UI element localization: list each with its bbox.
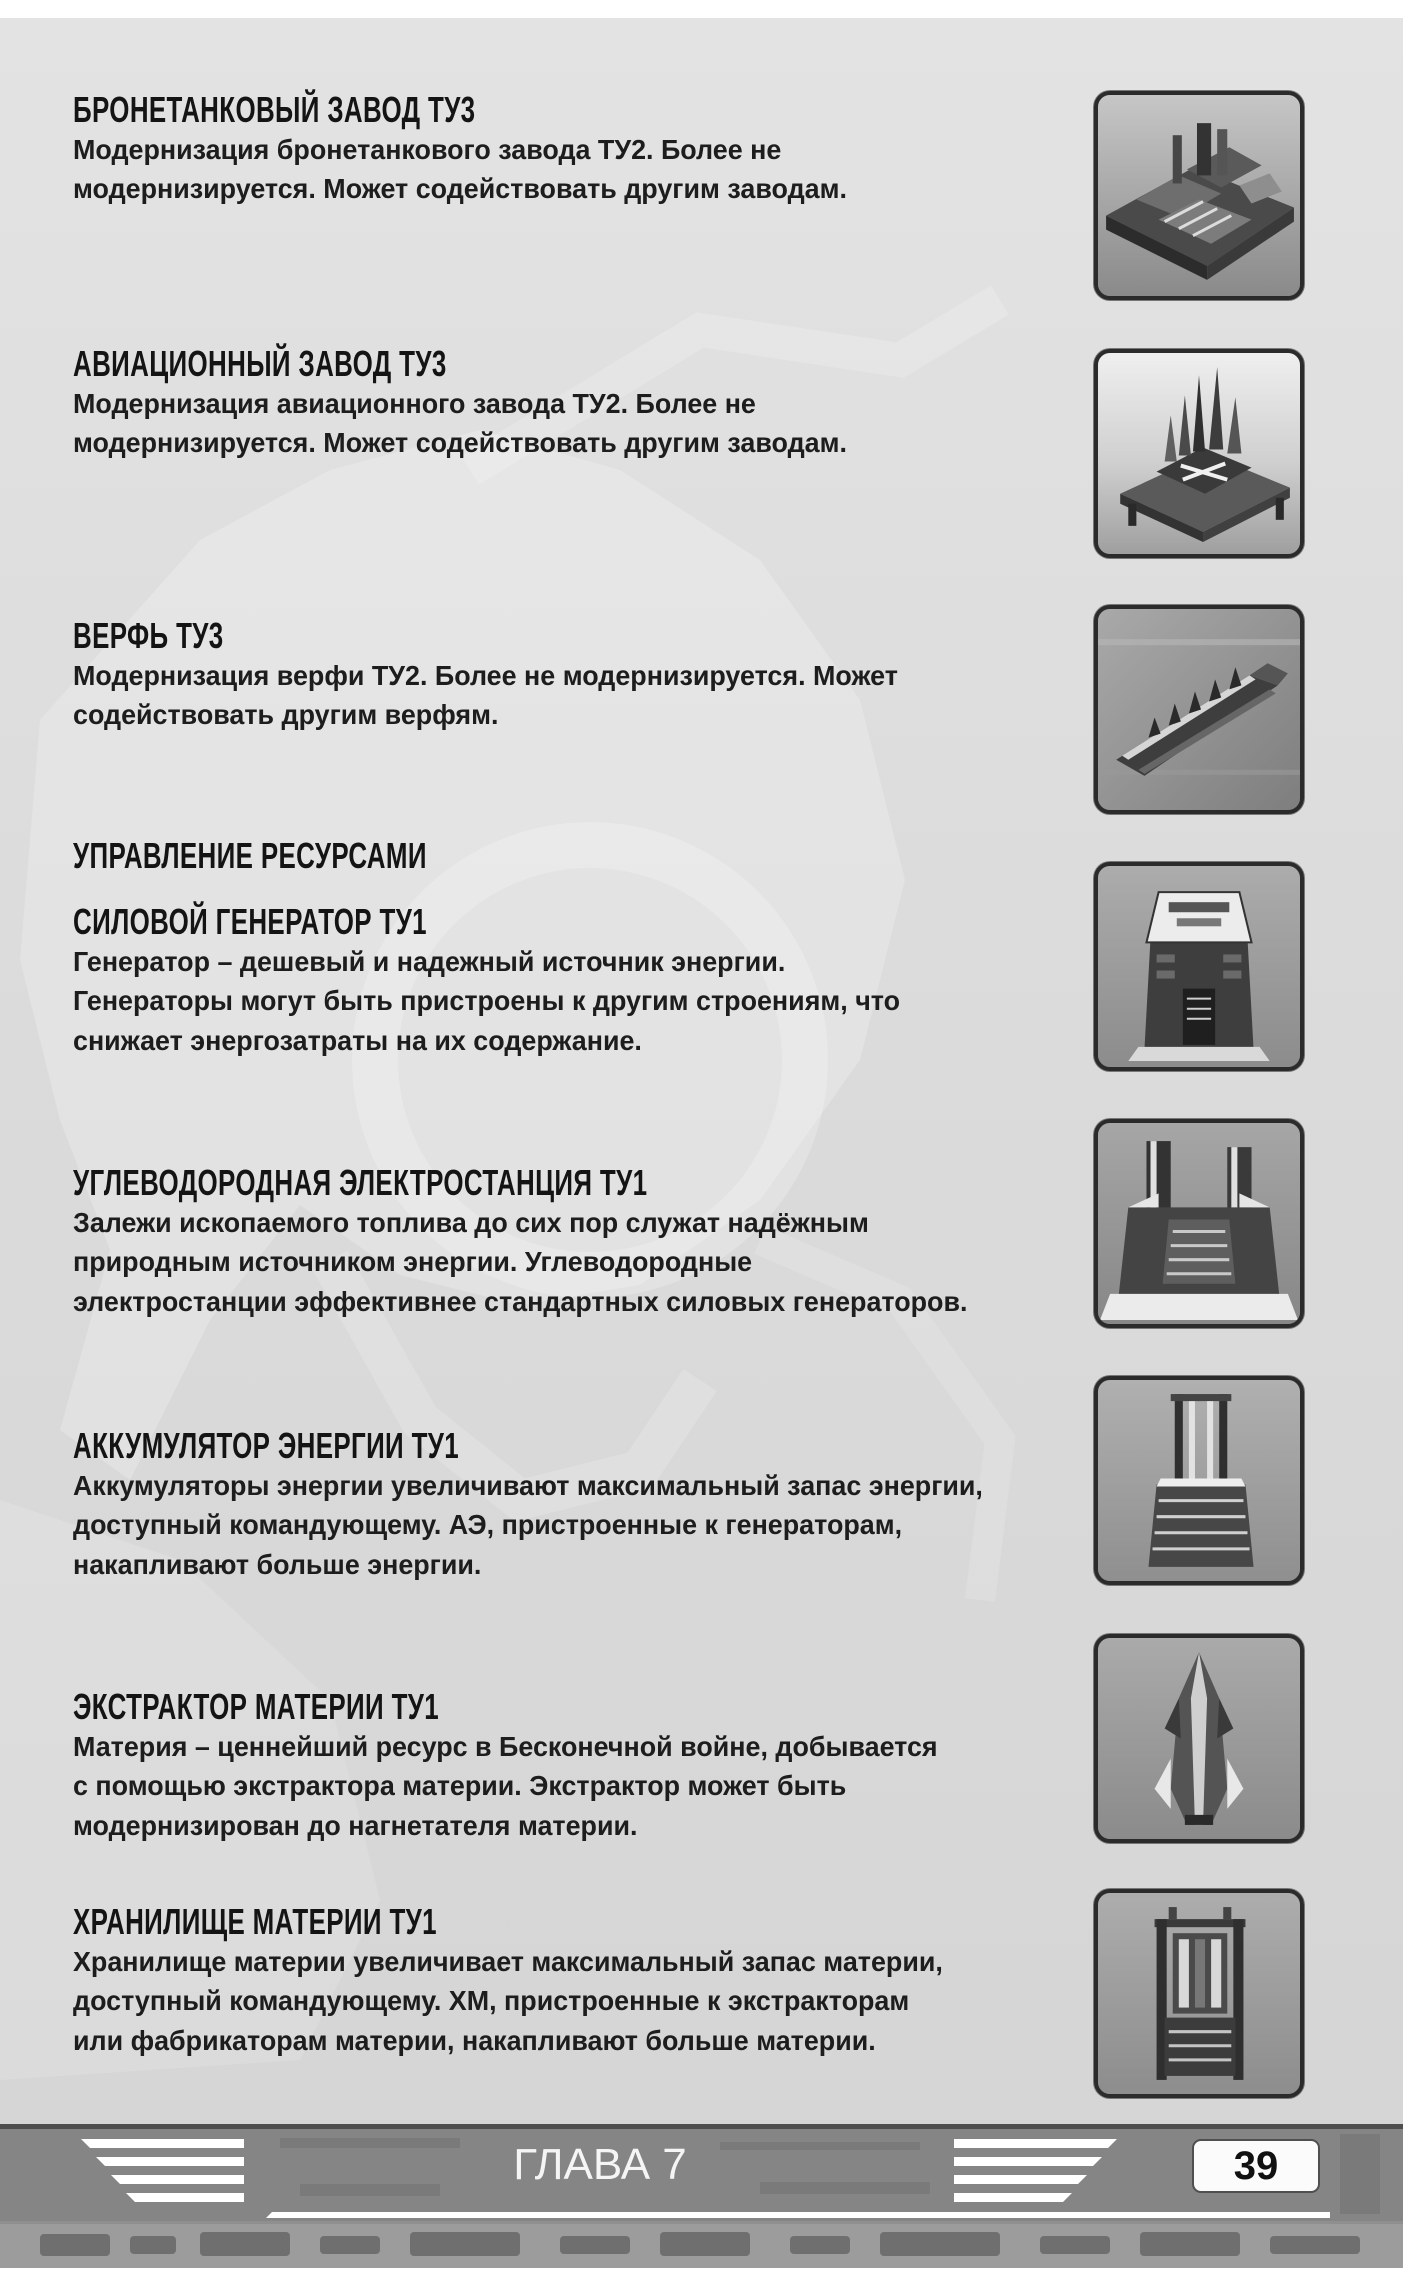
entry-description-line: или фабрикаторам материи, накапливают больше материи.	[73, 2024, 876, 2056]
power-generator-illustration	[1098, 866, 1300, 1067]
section-heading-resource-management	[73, 836, 1073, 876]
armored-factory-t3-image	[1094, 91, 1304, 300]
entry-naval-factory-t3	[73, 616, 1073, 735]
energy-storage-illustration	[1098, 1380, 1300, 1581]
hydrocarbon-power-plant-illustration	[1098, 1123, 1300, 1324]
entry-description-line: Материя – ценнейший ресурс в Бесконечной войне, добывается	[73, 1730, 938, 1762]
page-number-box	[1192, 2139, 1320, 2193]
entry-title: СИЛОВОЙ ГЕНЕРАТОР ТУ1	[73, 901, 427, 942]
section-heading: УПРАВЛЕНИЕ РЕСУРСАМИ	[73, 835, 427, 876]
chapter-label: ГЛАВА 7	[513, 2140, 687, 2189]
entry-description-line: доступный командующему. ХМ, пристроенные к экстракторам	[73, 1985, 910, 2017]
entry-power-generator-t1	[73, 902, 1073, 1060]
entry-description-line: модернизируется. Может содействовать другим заводам.	[73, 173, 847, 205]
naval-factory-t3-image	[1094, 605, 1304, 814]
entry-description-line: содействовать другим верфям.	[73, 699, 499, 731]
air-factory-t3-image	[1094, 349, 1304, 558]
entry-title: АККУМУЛЯТОР ЭНЕРГИИ ТУ1	[73, 1425, 460, 1466]
naval-factory-shapes	[1098, 609, 1300, 810]
power-generator-t1-image	[1094, 862, 1304, 1071]
armored-factory-illustration	[1098, 95, 1300, 296]
air-factory-illustration	[1098, 353, 1300, 554]
entry-title: ВЕРФЬ ТУ3	[73, 615, 224, 656]
mass-extractor-t1-image	[1094, 1634, 1304, 1843]
energy-storage-t1-image	[1094, 1376, 1304, 1585]
entry-mass-storage-t1	[73, 1902, 1073, 2060]
entry-description-line: модернизирован до нагнетателя материи.	[73, 1809, 638, 1841]
entry-armored-factory-t3	[73, 90, 1073, 209]
entry-description-line: Хранилище материи увеличивает максимальный запас материи,	[73, 1945, 943, 1977]
entry-description-line: накапливают больше энергии.	[73, 1548, 482, 1580]
mass-storage-shapes	[1098, 1893, 1300, 2094]
energy-storage-shapes	[1098, 1380, 1300, 1581]
entry-title: АВИАЦИОННЫЙ ЗАВОД ТУ3	[73, 343, 447, 384]
power-generator-shapes	[1098, 866, 1300, 1067]
entry-title: БРОНЕТАНКОВЫЙ ЗАВОД ТУ3	[73, 89, 476, 130]
hydrocarbon-plant-shapes	[1098, 1123, 1300, 1324]
entry-mass-extractor-t1	[73, 1687, 1073, 1845]
naval-factory-illustration	[1098, 609, 1300, 810]
armored-factory-shapes	[1098, 95, 1300, 296]
entry-hydrocarbon-power-plant-t1	[73, 1163, 1073, 1321]
entry-title: ХРАНИЛИЩЕ МАТЕРИИ ТУ1	[73, 1901, 437, 1942]
entry-description-line: Генераторы могут быть пристроены к другим строениям, что	[73, 985, 901, 1017]
entry-description-line: электростанции эффективнее стандартных силовых генераторов.	[73, 1285, 968, 1317]
page-number: 39	[1233, 2144, 1279, 2188]
entry-description-line: снижает энергозатраты на их содержание.	[73, 1024, 642, 1056]
mass-storage-illustration	[1098, 1893, 1300, 2094]
entry-description-line: с помощью экстрактора материи. Экстрактор может быть	[73, 1770, 847, 1802]
entry-description-line: доступный командующему. АЭ, пристроенные к генераторам,	[73, 1509, 903, 1541]
entry-title: УГЛЕВОДОРОДНАЯ ЭЛЕКТРОСТАНЦИЯ ТУ1	[73, 1162, 648, 1203]
mass-extractor-shapes	[1098, 1638, 1300, 1839]
entry-energy-storage-t1	[73, 1426, 1073, 1584]
mass-storage-t1-image	[1094, 1889, 1304, 2098]
entry-description-line: Аккумуляторы энергии увеличивают максимальный запас энергии,	[73, 1469, 983, 1501]
footer-rule	[266, 2212, 1330, 2218]
entry-description-line: Генератор – дешевый и надежный источник энергии.	[73, 945, 786, 977]
air-factory-shapes	[1098, 353, 1300, 554]
entry-description-line: Модернизация бронетанкового завода ТУ2. Более не	[73, 133, 782, 165]
entry-description-line: природным источником энергии. Углеводородные	[73, 1246, 753, 1278]
hydrocarbon-power-plant-t1-image	[1094, 1119, 1304, 1328]
entry-description-line: Модернизация авиационного завода ТУ2. Более не	[73, 387, 756, 419]
entry-air-factory-t3	[73, 344, 1073, 463]
entry-description-line: Модернизация верфи ТУ2. Более не модернизируется. Может	[73, 659, 898, 691]
mass-extractor-illustration	[1098, 1638, 1300, 1839]
entry-description-line: модернизируется. Может содействовать другим заводам.	[73, 427, 847, 459]
entry-description-line: Залежи ископаемого топлива до сих пор служат надёжным	[73, 1206, 869, 1238]
entry-title: ЭКСТРАКТОР МАТЕРИИ ТУ1	[73, 1686, 440, 1727]
